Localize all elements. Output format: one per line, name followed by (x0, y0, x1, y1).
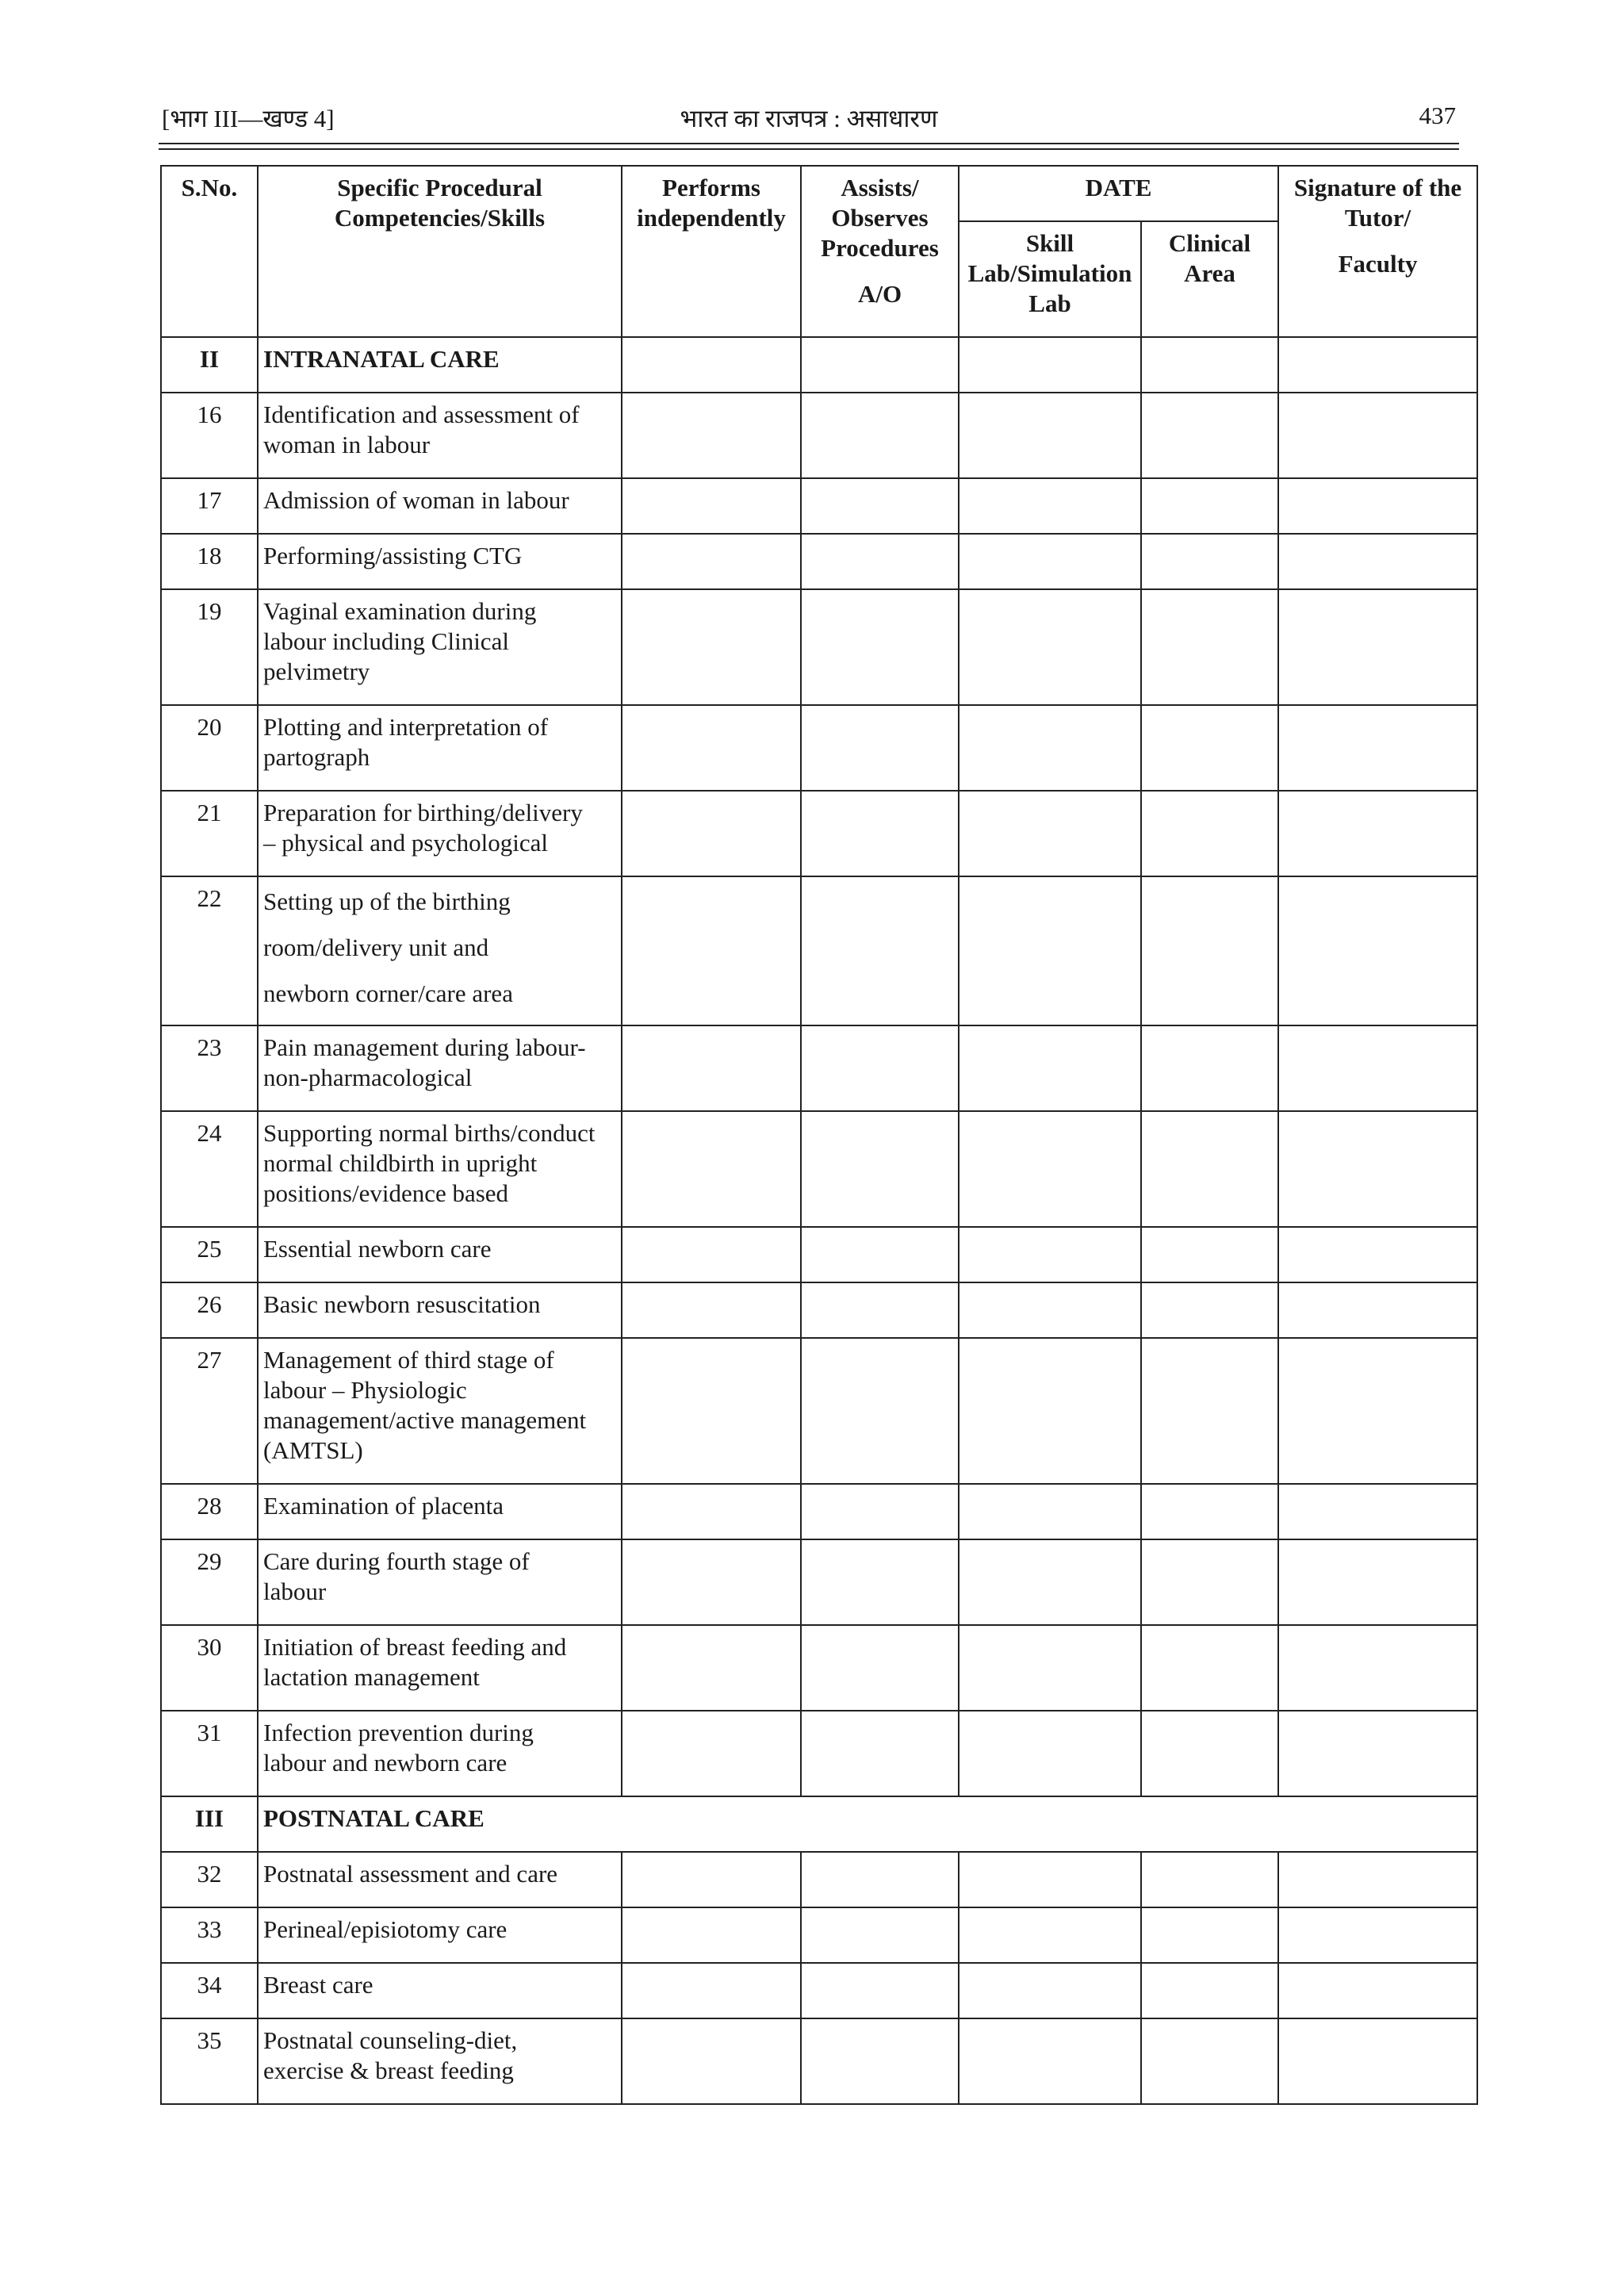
skill-line: management/active management (263, 1406, 587, 1434)
signature-cell (1278, 705, 1477, 791)
skill-line: Breast care (263, 1971, 373, 1999)
skill-lab-date-cell (959, 1227, 1141, 1282)
serial-number: 23 (161, 1025, 258, 1111)
skill-line: normal childbirth in upright (263, 1149, 538, 1177)
assists-cell (801, 1484, 959, 1539)
section-title: INTRANATAL CARE (258, 337, 622, 393)
assists-cell (801, 1852, 959, 1907)
assists-cell (801, 534, 959, 589)
skill-lab-date-cell (959, 1025, 1141, 1111)
skill-lab-date-cell (959, 589, 1141, 705)
serial-number: 21 (161, 791, 258, 876)
serial-number: 26 (161, 1282, 258, 1338)
clinical-date-cell (1141, 1907, 1278, 1963)
skill-lab-date-cell (959, 478, 1141, 534)
gazette-title: भारत का राजपत्र : असाधारण (680, 105, 938, 132)
signature-cell (1278, 1338, 1477, 1484)
assists-cell (801, 705, 959, 791)
signature-cell (1278, 1484, 1477, 1539)
skill-description (258, 705, 622, 791)
skill-lab-date-cell (959, 1711, 1141, 1796)
signature-cell (1278, 478, 1477, 534)
serial-number: 28 (161, 1484, 258, 1539)
serial-number: 29 (161, 1539, 258, 1625)
table-row (161, 1852, 1477, 1907)
table-row (161, 589, 1477, 705)
performs-cell (622, 1025, 801, 1111)
serial-number: 34 (161, 1963, 258, 2018)
col-header-signature-line: Signature of the (1293, 174, 1462, 201)
clinical-date-cell (1141, 1227, 1278, 1282)
skill-lab-date-cell (959, 534, 1141, 589)
table-row (161, 534, 1477, 589)
performs-cell (622, 1539, 801, 1625)
signature-cell (1278, 393, 1477, 478)
clinical-date-cell (1141, 791, 1278, 876)
assists-cell (801, 1539, 959, 1625)
skill-line: pelvimetry (263, 657, 370, 685)
serial-number: 32 (161, 1852, 258, 1907)
skill-line: Pain management during labour- (263, 1033, 586, 1061)
running-head (162, 102, 1456, 136)
clinical-date-cell (1141, 1484, 1278, 1539)
skill-lab-date-cell (959, 1282, 1141, 1338)
skill-lab-date-cell (959, 1963, 1141, 2018)
skill-description (258, 1111, 622, 1227)
skill-description (258, 1025, 622, 1111)
competency-table (160, 165, 1478, 2105)
section-row (161, 337, 1477, 393)
col-header-date-skill-lab (959, 221, 1141, 337)
table-row (161, 1907, 1477, 1963)
assists-cell (801, 1227, 959, 1282)
skill-description (258, 1625, 622, 1711)
serial-number: 16 (161, 393, 258, 478)
signature-cell (1278, 534, 1477, 589)
signature-cell (1278, 1963, 1477, 2018)
skill-line: Identification and assessment of (263, 401, 580, 428)
header-rule-bottom (159, 148, 1459, 150)
skill-description (258, 393, 622, 478)
col-header-date-clinical (1141, 221, 1278, 337)
col-header-assists-abbrev: A/O (857, 280, 902, 308)
signature-cell (1278, 337, 1477, 393)
table-row (161, 1338, 1477, 1484)
part-section-label: [भाग III—खण्ड 4] (162, 105, 335, 132)
col-header-assists-line: Observes (831, 204, 929, 232)
performs-cell (622, 1963, 801, 2018)
serial-number: 17 (161, 478, 258, 534)
table-row (161, 1227, 1477, 1282)
assists-cell (801, 1711, 959, 1796)
clinical-date-cell (1141, 337, 1278, 393)
skill-lab-date-cell (959, 1539, 1141, 1625)
skill-lab-date-cell (959, 791, 1141, 876)
skill-lab-date-cell (959, 1338, 1141, 1484)
table-row (161, 2018, 1477, 2104)
col-header-skill-lab-line: Skill (1025, 229, 1074, 257)
clinical-date-cell (1141, 589, 1278, 705)
serial-number: 24 (161, 1111, 258, 1227)
col-header-skill-lab-line: Lab (1028, 289, 1071, 317)
skill-description (258, 2018, 622, 2104)
section-number: II (161, 337, 258, 393)
assists-cell (801, 1625, 959, 1711)
assists-cell (801, 791, 959, 876)
skill-description (258, 589, 622, 705)
col-header-signature (1278, 166, 1477, 337)
signature-cell (1278, 1852, 1477, 1907)
skill-description (258, 1484, 622, 1539)
skill-description (258, 1282, 622, 1338)
skill-description (258, 478, 622, 534)
skill-description (258, 1338, 622, 1484)
performs-cell (622, 791, 801, 876)
skill-lab-date-cell (959, 1852, 1141, 1907)
skill-lab-date-cell (959, 705, 1141, 791)
serial-number: 33 (161, 1907, 258, 1963)
performs-cell (622, 534, 801, 589)
section-title: POSTNATAL CARE (258, 1796, 1477, 1852)
skill-line: Postnatal assessment and care (263, 1860, 558, 1888)
col-header-performs-line: Performs (662, 174, 760, 201)
table-body (161, 337, 1477, 2104)
serial-number: 27 (161, 1338, 258, 1484)
serial-number: 30 (161, 1625, 258, 1711)
serial-number: 19 (161, 589, 258, 705)
assists-cell (801, 478, 959, 534)
col-header-skill-line: Competencies/Skills (334, 204, 546, 232)
skill-line: Vaginal examination during (263, 597, 537, 625)
skill-line: Examination of placenta (263, 1492, 504, 1520)
skill-line: Infection prevention during (263, 1719, 534, 1746)
signature-cell (1278, 1282, 1477, 1338)
col-header-signature-line: Faculty (1338, 250, 1418, 278)
signature-cell (1278, 1625, 1477, 1711)
skill-lab-date-cell (959, 876, 1141, 1025)
performs-cell (622, 705, 801, 791)
performs-cell (622, 1338, 801, 1484)
header-spacer (806, 263, 953, 279)
performs-cell (622, 876, 801, 1025)
clinical-date-cell (1141, 1111, 1278, 1227)
table-row (161, 791, 1477, 876)
clinical-date-cell (1141, 2018, 1278, 2104)
clinical-date-cell (1141, 534, 1278, 589)
skill-lab-date-cell (959, 1111, 1141, 1227)
assists-cell (801, 1963, 959, 2018)
skill-description (258, 1227, 622, 1282)
skill-description (258, 1852, 622, 1907)
table-row (161, 1484, 1477, 1539)
skill-line: – physical and psychological (263, 829, 548, 857)
assists-cell (801, 1907, 959, 1963)
performs-cell (622, 1852, 801, 1907)
skill-lab-date-cell (959, 393, 1141, 478)
performs-cell (622, 2018, 801, 2104)
performs-cell (622, 1111, 801, 1227)
clinical-date-cell (1141, 705, 1278, 791)
skill-line: Postnatal counseling-diet, (263, 2026, 518, 2054)
assists-cell (801, 1338, 959, 1484)
skill-lab-date-cell (959, 1484, 1141, 1539)
assists-cell (801, 1282, 959, 1338)
skill-line: labour including Clinical (263, 627, 509, 655)
serial-number: 22 (161, 876, 258, 1025)
clinical-date-cell (1141, 1711, 1278, 1796)
col-header-clinical-line: Area (1184, 259, 1235, 287)
section-number: III (161, 1796, 258, 1852)
assists-cell (801, 876, 959, 1025)
skill-lab-date-cell (959, 1625, 1141, 1711)
col-header-skill (258, 166, 622, 337)
performs-cell (622, 1907, 801, 1963)
performs-cell (622, 393, 801, 478)
signature-cell (1278, 1711, 1477, 1796)
signature-cell (1278, 876, 1477, 1025)
clinical-date-cell (1141, 1852, 1278, 1907)
serial-number: 25 (161, 1227, 258, 1282)
skill-description (258, 1963, 622, 2018)
table-row (161, 1625, 1477, 1711)
table-row (161, 705, 1477, 791)
skill-description (258, 876, 622, 1025)
skill-line: Essential newborn care (263, 1235, 492, 1263)
table-row (161, 1111, 1477, 1227)
skill-line: room/delivery unit and (263, 933, 489, 961)
skill-line: labour (263, 1577, 327, 1605)
skill-description (258, 1907, 622, 1963)
performs-cell (622, 1282, 801, 1338)
col-header-skill-line: Specific Procedural (337, 174, 542, 201)
skill-line: exercise & breast feeding (263, 2056, 514, 2084)
table-row (161, 1539, 1477, 1625)
table-row (161, 393, 1477, 478)
section-row (161, 1796, 1477, 1852)
skill-line: Admission of woman in labour (263, 486, 569, 514)
performs-cell (622, 1711, 801, 1796)
skill-line: lactation management (263, 1663, 480, 1691)
skill-line: Initiation of breast feeding and (263, 1633, 567, 1661)
performs-cell (622, 1625, 801, 1711)
clinical-date-cell (1141, 1025, 1278, 1111)
skill-lab-date-cell (959, 2018, 1141, 2104)
signature-cell (1278, 1907, 1477, 1963)
col-header-skill-lab-line: Lab/Simulation (967, 259, 1132, 287)
skill-line: positions/evidence based (263, 1179, 509, 1207)
skill-line: Care during fourth stage of (263, 1547, 530, 1575)
signature-cell (1278, 1025, 1477, 1111)
header-rule-top (159, 143, 1459, 144)
skill-line: newborn corner/care area (263, 979, 513, 1007)
assists-cell (801, 1025, 959, 1111)
signature-cell (1278, 791, 1477, 876)
skill-description (258, 1711, 622, 1796)
col-header-performs-line: independently (637, 204, 786, 232)
assists-cell (801, 393, 959, 478)
performs-cell (622, 1484, 801, 1539)
col-header-performs (622, 166, 801, 337)
skill-line: (AMTSL) (263, 1436, 363, 1464)
table-row (161, 1282, 1477, 1338)
clinical-date-cell (1141, 478, 1278, 534)
skill-description (258, 1539, 622, 1625)
performs-cell (622, 589, 801, 705)
clinical-date-cell (1141, 1539, 1278, 1625)
skill-description (258, 791, 622, 876)
table-row (161, 1025, 1477, 1111)
signature-cell (1278, 1227, 1477, 1282)
performs-cell (622, 337, 801, 393)
skill-line: Supporting normal births/conduct (263, 1119, 596, 1147)
col-header-sno: S.No. (161, 166, 258, 337)
skill-line: partograph (263, 743, 370, 771)
signature-cell (1278, 589, 1477, 705)
skill-line: woman in labour (263, 431, 431, 458)
skill-line: labour and newborn care (263, 1749, 508, 1777)
serial-number: 18 (161, 534, 258, 589)
skill-line: Setting up of the birthing (263, 887, 511, 915)
skill-line: Performing/assisting CTG (263, 542, 523, 569)
clinical-date-cell (1141, 1963, 1278, 2018)
skill-line: Basic newborn resuscitation (263, 1290, 541, 1318)
assists-cell (801, 337, 959, 393)
skill-line: Management of third stage of (263, 1346, 554, 1374)
table-row (161, 478, 1477, 534)
skill-lab-date-cell (959, 1907, 1141, 1963)
serial-number: 35 (161, 2018, 258, 2104)
skill-line: labour – Physiologic (263, 1376, 467, 1404)
clinical-date-cell (1141, 1625, 1278, 1711)
col-header-assists (801, 166, 959, 337)
col-header-date: DATE (959, 166, 1278, 221)
clinical-date-cell (1141, 1338, 1278, 1484)
skill-lab-date-cell (959, 337, 1141, 393)
serial-number: 20 (161, 705, 258, 791)
assists-cell (801, 589, 959, 705)
signature-cell (1278, 1111, 1477, 1227)
skill-line: non-pharmacological (263, 1064, 473, 1091)
performs-cell (622, 1227, 801, 1282)
signature-cell (1278, 1539, 1477, 1625)
page-number: 437 (1419, 102, 1456, 129)
col-header-clinical-line: Clinical (1168, 229, 1251, 257)
table-row (161, 1963, 1477, 2018)
clinical-date-cell (1141, 1282, 1278, 1338)
skill-line: Perineal/episiotomy care (263, 1915, 508, 1943)
col-header-signature-line: Tutor/ (1344, 204, 1411, 232)
col-header-assists-line: Assists/ (841, 174, 919, 201)
table-row (161, 1711, 1477, 1796)
clinical-date-cell (1141, 393, 1278, 478)
table-row (161, 876, 1477, 1025)
serial-number: 31 (161, 1711, 258, 1796)
skill-description (258, 534, 622, 589)
skill-line: Plotting and interpretation of (263, 713, 549, 741)
performs-cell (622, 478, 801, 534)
header-spacer (1284, 233, 1472, 249)
col-header-assists-line: Procedures (821, 234, 939, 262)
clinical-date-cell (1141, 876, 1278, 1025)
assists-cell (801, 2018, 959, 2104)
skill-line: Preparation for birthing/delivery (263, 799, 583, 826)
signature-cell (1278, 2018, 1477, 2104)
assists-cell (801, 1111, 959, 1227)
